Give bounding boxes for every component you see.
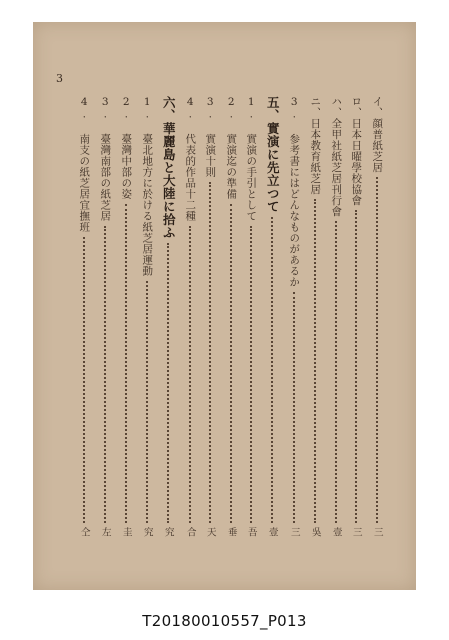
toc-entry-12 xyxy=(117,96,135,536)
toc-entry-4 xyxy=(285,96,303,536)
toc-entry-page: 究 xyxy=(141,526,153,536)
toc-entry-page: 天 xyxy=(204,526,216,536)
dot-leader xyxy=(104,226,106,523)
toc-entry-13 xyxy=(96,96,114,536)
toc-entry-page: 吾 xyxy=(245,526,257,536)
toc-entry-label: 2. 臺灣中部の姿 xyxy=(120,96,133,200)
toc-entry-8 xyxy=(201,96,219,536)
dot-leader xyxy=(314,199,316,523)
dot-leader xyxy=(209,182,211,523)
toc-entry-page: 三 xyxy=(371,526,383,536)
toc-entry-11 xyxy=(138,96,156,536)
toc-entry-page: 壹 xyxy=(330,526,342,536)
page-number: 3 xyxy=(56,72,63,85)
toc-section-5 xyxy=(263,96,281,536)
toc-section-page: 究 xyxy=(162,526,174,536)
toc-entry-page: 三 xyxy=(288,526,300,536)
dot-leader xyxy=(293,292,295,523)
dot-leader xyxy=(167,243,169,523)
dot-leader xyxy=(83,237,85,523)
toc-entry-page: 左 xyxy=(99,526,111,536)
toc-entry-label: ニ、日本教育紙芝居 xyxy=(309,96,322,195)
toc-entry-label: 3. 参考書にはどんなものがあるか xyxy=(288,96,301,288)
toc-entry-page: 仝 xyxy=(78,526,90,536)
dot-leader xyxy=(125,204,127,523)
toc-entry-page: 圭 xyxy=(120,526,132,536)
toc-entry-label: 1. 實演の手引として xyxy=(245,96,258,222)
dot-leader xyxy=(376,177,378,523)
dot-leader xyxy=(230,204,232,523)
toc-section-page: 壹 xyxy=(266,526,278,536)
toc-entry-label: 4. 代表的作品十二種 xyxy=(184,96,197,222)
toc-entry-label: ハ、全甲社紙芝居刊行會 xyxy=(330,96,343,217)
toc-section-label: 五、實演に先立つて xyxy=(265,96,281,213)
toc-entry-page: 合 xyxy=(184,526,196,536)
toc-entry-7 xyxy=(222,96,240,536)
toc-entry-0 xyxy=(368,96,386,536)
dot-leader xyxy=(189,226,191,523)
toc-entry-label: 3. 實演十則 xyxy=(204,96,217,178)
dot-leader xyxy=(355,210,357,523)
toc-entry-3 xyxy=(306,96,324,536)
toc-entry-label: ロ、日本日曜學校協會 xyxy=(350,96,363,206)
dot-leader xyxy=(271,217,273,523)
toc-entry-label: イ、顔普紙芝居 xyxy=(371,96,384,173)
toc-entry-6 xyxy=(242,96,260,536)
toc-section-label: 六、華麗島と大陸に拾ふ xyxy=(161,96,177,239)
toc-section-6 xyxy=(159,96,177,536)
dot-leader xyxy=(335,221,337,523)
toc-entry-page: 吳 xyxy=(309,526,321,536)
toc-entry-label: 1. 臺北地方に於ける紙芝居運動 xyxy=(141,96,154,277)
toc-entry-label: 4. 南支の紙芝居宜撫班 xyxy=(78,96,91,233)
toc-entry-14 xyxy=(75,96,93,536)
toc-entry-label: 2. 實演迄の準備 xyxy=(225,96,238,200)
toc-entry-2 xyxy=(327,96,345,536)
toc-entry-page: 垂 xyxy=(225,526,237,536)
dot-leader xyxy=(250,226,252,523)
toc-entry-1 xyxy=(347,96,365,536)
archive-id-caption: T20180010557_P013 xyxy=(142,612,307,630)
dot-leader xyxy=(146,281,148,523)
toc-entry-9 xyxy=(181,96,199,536)
toc-entry-label: 3. 臺灣南部の紙芝居 xyxy=(99,96,112,222)
toc-entry-page: 三 xyxy=(350,526,362,536)
